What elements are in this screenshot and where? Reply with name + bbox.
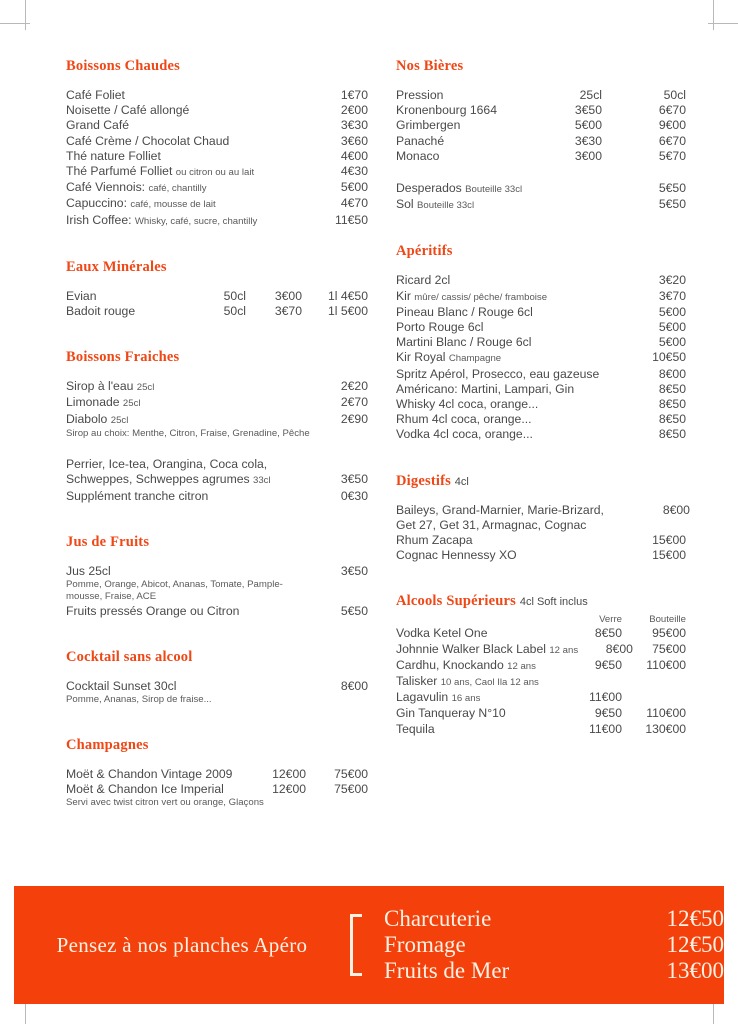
item-name <box>396 642 578 658</box>
menu-item <box>396 722 686 737</box>
menu-item <box>396 397 686 412</box>
bracket-icon <box>350 914 362 976</box>
item-name: Martini Blanc / Rouge 6cl <box>396 335 532 350</box>
item-title: Sirop à l'eau <box>66 379 134 394</box>
item-title: Kir <box>396 288 411 303</box>
section-heading <box>396 473 686 490</box>
item-price-glass: 12€00 <box>272 781 306 796</box>
item-size-1: 50cl <box>223 304 246 319</box>
size-label: 1l <box>327 288 338 303</box>
section-boissons-chaudes <box>66 58 368 229</box>
menu-item <box>396 197 686 213</box>
item-price-50cl: 6€70 <box>658 133 686 148</box>
menu-item <box>66 604 368 619</box>
item-price: 3€30 <box>340 118 368 133</box>
item-price: 3€20 <box>658 273 686 288</box>
item-note: Whisky, café, sucre, chantilly <box>134 215 258 227</box>
apero-banner <box>14 886 724 1004</box>
item-name: Vodka Ketel One <box>396 626 488 641</box>
section-footnote: Pomme, Ananas, Sirop de fraise... <box>66 694 212 706</box>
item-name: Baileys, Grand-Marnier, Marie-Brizard, <box>396 502 604 517</box>
menu-item <box>396 502 690 518</box>
menu-item <box>66 196 368 212</box>
item-price-glass: 9€50 <box>594 657 622 672</box>
item-price-bottle: 95€00 <box>652 626 686 641</box>
item-list <box>66 767 368 810</box>
menu-item <box>66 412 368 428</box>
item-title: Kir Royal <box>396 350 446 365</box>
section-boissons-fraiches <box>66 349 368 504</box>
item-price: 15€00 <box>652 548 686 563</box>
item-note: 16 ans <box>451 693 481 705</box>
item-name: Cognac Hennessy XO <box>396 548 517 563</box>
item-name: Grand Café <box>66 118 130 133</box>
item-name: Fruits pressés Orange ou Citron <box>66 603 240 618</box>
section-heading: Champagnes <box>66 736 149 753</box>
item-name <box>66 196 306 212</box>
item-note: Bouteille 33cl <box>417 200 475 212</box>
item-note: Champagne <box>448 353 502 365</box>
item-price: 2€20 <box>340 379 368 394</box>
menu-item <box>66 395 368 411</box>
menu-item <box>396 134 686 149</box>
item-title: Irish Coffee: <box>66 212 132 227</box>
item-price-1: 3€00 <box>274 288 302 303</box>
item-list <box>66 289 368 319</box>
item-name: Whisky 4cl coca, orange... <box>396 397 539 412</box>
item-list <box>396 88 686 164</box>
banner-item-name: Fruits de Mer <box>384 958 510 983</box>
item-price-glass: 11€00 <box>589 690 622 705</box>
item-price: 4€70 <box>340 196 368 211</box>
item-price-2: 4€50 <box>340 288 368 303</box>
item-name: Vodka 4cl coca, orange... <box>396 427 533 442</box>
banner-item <box>384 906 724 932</box>
item-price: 8€50 <box>658 381 686 396</box>
item-price-25cl: 3€00 <box>574 148 602 163</box>
item-note: 25cl <box>122 398 141 410</box>
menu-item <box>66 180 368 196</box>
item-note: 12 ans <box>507 660 536 672</box>
menu-item <box>396 674 686 690</box>
menu-item <box>396 548 686 563</box>
section-cocktail-sans-alcool <box>66 649 368 707</box>
item-name <box>66 164 306 180</box>
section-heading-text: Alcools Supérieurs <box>396 593 517 610</box>
item-price: 8€50 <box>658 412 686 427</box>
column-header-bouteille: Bouteille <box>649 614 686 626</box>
item-name: Gin Tanqueray N°10 <box>396 706 506 721</box>
item-name: Evian <box>66 288 97 303</box>
menu-item <box>396 626 686 641</box>
section-nos-bieres <box>396 58 686 213</box>
menu-item <box>66 213 368 229</box>
item-name <box>396 289 626 305</box>
banner-item-price: 12€50 <box>666 932 724 957</box>
menu-item <box>66 289 368 304</box>
column-header-verre: Verre <box>599 614 622 626</box>
item-list <box>66 379 368 440</box>
menu-item <box>396 427 686 442</box>
menu-item <box>396 118 686 133</box>
column-header-50cl: 50cl <box>663 88 686 102</box>
item-note: 12 ans <box>549 644 579 656</box>
item-name <box>66 412 306 428</box>
menu-item <box>396 149 686 164</box>
menu-item <box>66 88 368 103</box>
menu-item <box>396 181 686 197</box>
item-name: Tequila <box>396 721 435 736</box>
item-note: 10 ans, Caol Ila 12 ans <box>440 677 539 689</box>
banner-item-name: Fromage <box>384 932 466 957</box>
item-price-2: 5€00 <box>340 304 368 319</box>
section-alcools-superieurs <box>396 593 686 736</box>
menu-item <box>396 658 686 674</box>
column-header-25cl: 25cl <box>579 88 602 102</box>
menu-item <box>66 489 368 504</box>
section-heading <box>396 593 686 610</box>
menu-item <box>396 289 686 305</box>
item-title: Limonade <box>66 395 120 410</box>
item-title: Cardhu, Knockando <box>396 657 504 672</box>
menu-item <box>66 304 368 319</box>
section-heading: Boissons Chaudes <box>66 58 181 74</box>
item-name: Pression <box>396 88 444 102</box>
item-size-1: 50cl <box>223 288 246 303</box>
item-name: Rhum Zacapa <box>396 533 473 548</box>
item-price-25cl: 3€50 <box>574 103 602 118</box>
item-note: café, mousse de lait <box>130 199 216 211</box>
item-name: Supplément tranche citron <box>66 488 209 503</box>
menu-item <box>66 164 368 180</box>
menu-item <box>66 149 368 164</box>
item-name: Grimbergen <box>396 118 461 133</box>
item-price-bottle: 5€50 <box>658 181 686 196</box>
item-price: 2€90 <box>340 411 368 426</box>
menu-item <box>66 679 368 694</box>
item-name <box>66 180 306 196</box>
item-price: 8€50 <box>658 397 686 412</box>
item-price-50cl: 5€70 <box>658 148 686 163</box>
item-title: Diabolo <box>66 411 108 426</box>
section-footnote: Sirop au choix: Menthe, Citron, Fraise, Grenadine, Pêche <box>66 427 310 439</box>
item-price-bottle: 130€00 <box>645 721 686 736</box>
menu-item <box>396 305 686 320</box>
item-price-1: 3€70 <box>274 304 302 319</box>
menu-column-right <box>396 58 690 737</box>
section-heading: Jus de Fruits <box>66 533 150 550</box>
menu-item <box>66 379 368 395</box>
item-name: Monaco <box>396 148 440 163</box>
crop-mark-top-right-vertical <box>713 0 714 30</box>
item-note: mûre/ cassis/ pêche/ framboise <box>414 291 548 303</box>
item-name: Badoit rouge <box>66 304 136 319</box>
item-title: Capuccino: <box>66 196 127 211</box>
banner-item-price: 13€00 <box>666 958 724 983</box>
item-price: 5€00 <box>340 180 368 195</box>
crop-mark-top-left-vertical <box>25 0 26 30</box>
item-name: Américano: Martini, Lampari, Gin <box>396 381 575 396</box>
item-price: 2€00 <box>340 103 368 118</box>
menu-item <box>396 518 686 533</box>
menu-item <box>396 706 686 721</box>
item-price-bottle: 75€00 <box>334 766 368 781</box>
menu-item <box>66 134 368 149</box>
item-note: ou citron ou au lait <box>175 167 255 179</box>
item-price: 3€70 <box>658 288 686 303</box>
item-title: Schweppes, Schweppes agrumes <box>66 472 250 487</box>
banner-tagline: Pensez à nos planches Apéro <box>56 932 308 957</box>
item-name <box>396 658 556 674</box>
item-title: Thé Parfumé Folliet <box>66 164 173 179</box>
menu-item <box>66 782 368 797</box>
item-name: Perrier, Ice-tea, Orangina, Coca cola, <box>66 457 268 472</box>
item-name: Ricard 2cl <box>396 273 451 288</box>
menu-item <box>66 564 368 579</box>
item-title: Johnnie Walker Black Label <box>396 641 546 656</box>
item-name: Jus 25cl <box>66 563 111 578</box>
crop-mark-top-left-horizontal <box>0 23 30 24</box>
size-label: 1l <box>327 304 338 319</box>
menu-item <box>396 88 686 103</box>
item-name: Panaché <box>396 133 445 148</box>
item-name <box>66 379 306 395</box>
section-heading: Apéritifs <box>396 243 453 260</box>
menu-item <box>396 367 686 382</box>
spacer <box>396 614 556 626</box>
item-name: Moët & Chandon Ice Imperial <box>66 781 224 796</box>
item-price-glass: 11€00 <box>589 721 622 736</box>
section-champagnes <box>66 737 368 810</box>
menu-item <box>396 690 686 706</box>
menu-item <box>396 103 686 118</box>
item-price: 15€00 <box>652 533 686 548</box>
item-price: 3€60 <box>340 133 368 148</box>
item-title: Desperados <box>396 181 462 196</box>
item-price: 1€70 <box>340 88 368 102</box>
item-price-bottle: 75€00 <box>652 641 686 656</box>
item-name: Café Crème / Chocolat Chaud <box>66 133 230 148</box>
item-name: Moët & Chandon Vintage 2009 <box>66 766 233 781</box>
item-price: 8€00 <box>340 679 368 694</box>
menu-item <box>396 335 686 350</box>
item-name <box>396 690 556 706</box>
item-note: 25cl <box>136 382 155 394</box>
item-price-50cl: 6€70 <box>658 103 686 118</box>
item-price-25cl: 5€00 <box>574 118 602 133</box>
menu-item <box>396 273 686 288</box>
menu-item <box>396 320 686 335</box>
item-size-2 <box>302 289 368 304</box>
item-name: Thé nature Folliet <box>66 148 161 163</box>
banner-item-list <box>384 906 724 984</box>
section-aperitifs <box>396 243 686 442</box>
item-price: 4€00 <box>340 148 368 163</box>
item-price-50cl: 9€00 <box>658 118 686 133</box>
menu-item <box>66 457 368 472</box>
item-price: 3€50 <box>340 563 368 578</box>
menu-item <box>66 103 368 118</box>
item-price: 11€50 <box>335 212 368 227</box>
item-price: 5€50 <box>340 603 368 618</box>
section-footnote: Pomme, Orange, Abicot, Ananas, Tomate, Pample-mousse, Fraise, ACE <box>66 579 283 603</box>
banner-item <box>384 958 724 984</box>
item-price: 8€00 <box>662 502 690 517</box>
item-title: Talisker <box>396 674 438 689</box>
menu-item <box>66 118 368 133</box>
item-price: 5€00 <box>658 320 686 335</box>
item-note: 25cl <box>110 414 129 426</box>
item-price-bottle: 110€00 <box>646 657 686 672</box>
menu-item <box>396 533 686 548</box>
menu-item <box>396 642 686 658</box>
section-eaux-minerales <box>66 259 368 319</box>
item-name <box>396 181 602 197</box>
menu-item <box>66 472 368 488</box>
section-footnote: Servi avec twist citron vert ou orange, Glaçons <box>66 797 264 809</box>
item-name <box>396 350 626 366</box>
item-price: 8€50 <box>658 427 686 442</box>
section-heading: Boissons Fraiches <box>66 349 180 366</box>
item-title: Sol <box>396 197 414 212</box>
item-name <box>66 213 306 229</box>
item-size-2 <box>302 304 368 319</box>
item-list <box>396 273 686 442</box>
item-price-glass: 12€00 <box>272 766 306 781</box>
menu-item <box>66 767 368 782</box>
item-price: 4€30 <box>340 164 368 179</box>
item-list <box>66 564 368 619</box>
item-list <box>396 626 686 736</box>
section-heading-text: Digestifs <box>396 472 451 489</box>
banner-item-name: Charcuterie <box>384 906 492 931</box>
section-heading: Cocktail sans alcool <box>66 649 193 666</box>
item-price-bottle: 110€00 <box>646 706 686 721</box>
item-name: Cocktail Sunset 30cl <box>66 679 177 694</box>
item-list <box>396 502 690 564</box>
item-list-secondary <box>66 457 368 504</box>
item-price: 0€30 <box>340 488 368 503</box>
item-note: 33cl <box>252 475 271 487</box>
item-title: Lagavulin <box>396 690 449 705</box>
item-note: Bouteille 33cl <box>465 184 523 196</box>
spirits-column-headers <box>396 614 686 626</box>
item-price-glass: 8€50 <box>594 626 622 641</box>
item-list <box>66 679 368 707</box>
item-title: Café Viennois: <box>66 180 146 195</box>
item-note: café, chantilly <box>148 183 207 195</box>
item-price: 5€00 <box>658 335 686 350</box>
section-heading-note: 4cl Soft inclus <box>519 596 588 609</box>
section-heading: Eaux Minérales <box>66 258 167 275</box>
item-name: Get 27, Get 31, Armagnac, Cognac <box>396 517 587 532</box>
menu-item <box>396 382 686 397</box>
item-list-bottles <box>396 181 686 213</box>
item-price: 2€70 <box>340 395 368 410</box>
item-price: 3€50 <box>340 472 368 487</box>
item-name <box>66 472 306 488</box>
item-name: Noisette / Café allongé <box>66 103 190 118</box>
item-price: 10€50 <box>652 350 686 365</box>
item-price: 5€00 <box>658 304 686 319</box>
section-heading-note: 4cl <box>454 475 469 488</box>
item-price-25cl: 3€30 <box>574 133 602 148</box>
item-name: Spritz Apérol, Prosecco, eau gazeuse <box>396 366 600 381</box>
item-price: 8€00 <box>658 366 686 381</box>
item-name: Café Foliet <box>66 88 125 102</box>
item-name: Rhum 4cl coca, orange... <box>396 412 532 427</box>
item-name <box>66 395 306 411</box>
item-price-bottle: 75€00 <box>334 781 368 796</box>
banner-item <box>384 932 724 958</box>
item-name: Pineau Blanc / Rouge 6cl <box>396 304 533 319</box>
item-name: Porto Rouge 6cl <box>396 320 484 335</box>
item-price-bottle: 5€50 <box>658 197 686 212</box>
item-name: Kronenbourg 1664 <box>396 103 497 118</box>
section-jus-de-fruits <box>66 534 368 619</box>
section-heading: Nos Bières <box>396 58 464 74</box>
crop-mark-top-right-horizontal <box>708 23 738 24</box>
banner-item-price: 12€50 <box>666 906 724 931</box>
item-name <box>396 674 556 690</box>
item-price-glass: 8€00 <box>605 641 633 656</box>
menu-item <box>396 412 686 427</box>
item-name <box>396 197 602 213</box>
section-digestifs <box>396 472 690 564</box>
menu-column-left <box>66 58 368 810</box>
menu-item <box>396 350 686 366</box>
item-price-glass: 9€50 <box>594 706 622 721</box>
item-list <box>66 88 368 229</box>
